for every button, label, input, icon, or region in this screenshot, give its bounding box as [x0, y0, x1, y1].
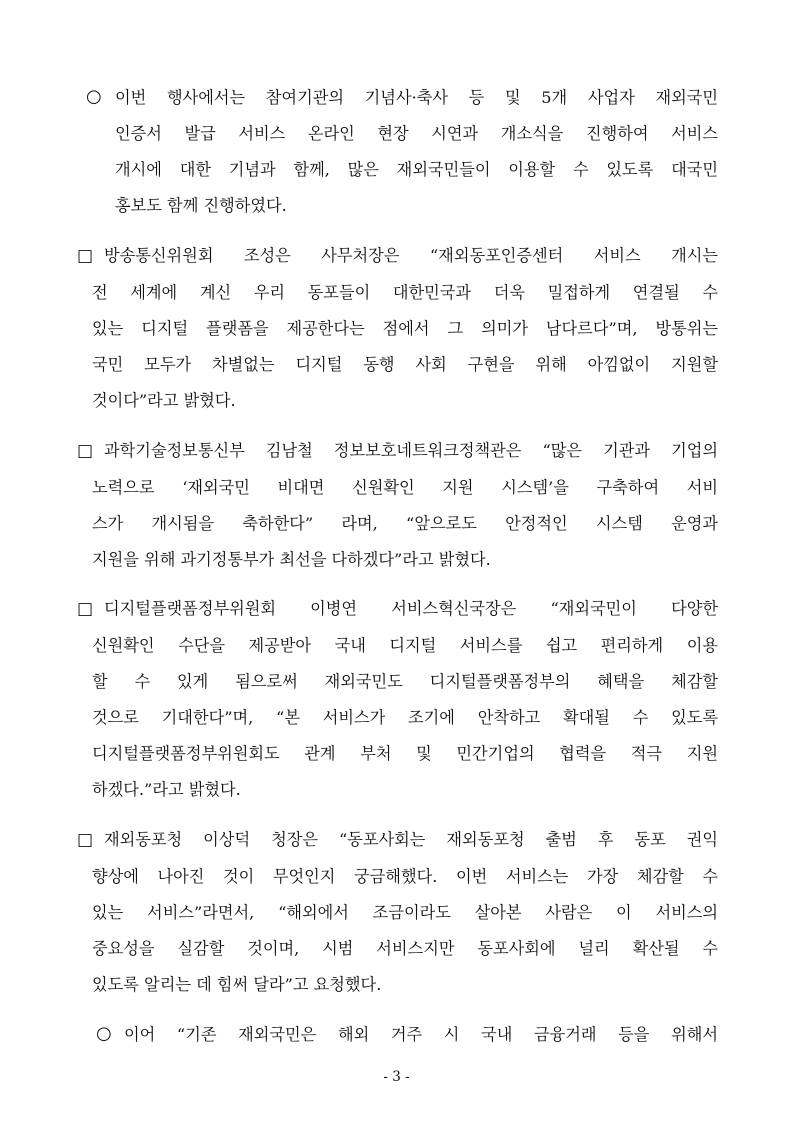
square-bullet-icon: □: [77, 599, 94, 619]
paragraph-line: 향상에 나아진 것이 무엇인지 궁금해했다. 이번 서비스는 가장 체감할 수: [92, 867, 718, 886]
paragraph-line: 인증서 발급 서비스 온라인 현장 시연과 개소식을 진행하여 서비스: [115, 124, 718, 143]
paragraph-line: 홍보도 함께 진행하였다.: [115, 196, 287, 215]
paragraph-line: 할 수 있게 됨으로써 재외국민도 디지털플랫폼정부의 혜택을 체감할: [92, 672, 718, 691]
paragraph-line: 있는 디지털 플랫폼을 제공한다는 점에서 그 의미가 남다르다”며, 방통위는: [92, 319, 718, 338]
paragraph-line: 하겠다.”라고 밝혔다.: [92, 780, 241, 799]
paragraph-line: 것이다”라고 밝혔다.: [92, 391, 236, 410]
square-bullet-icon: □: [77, 246, 94, 266]
circle-bullet-icon: ○: [96, 1023, 112, 1044]
paragraph-line: 재외동포청 이상덕 청장은 “동포사회는 재외동포청 출범 후 동포 권익: [104, 830, 718, 849]
paragraph-line: 전 세계에 계신 우리 동포들이 대한민국과 더욱 밀접하게 연결될 수: [92, 283, 718, 302]
paragraph-line: 이번 행사에서는 참여기관의 기념사·축사 등 및 5개 사업자 재외국민: [115, 88, 718, 107]
square-bullet-icon: □: [77, 830, 94, 850]
paragraph-line: 있는 서비스”라면서, “해외에서 조금이라도 살아본 사람은 이 서비스의: [92, 903, 718, 922]
paragraph-line: 디지털플랫폼정부위원회도 관계 부처 및 민간기업의 협력을 적극 지원: [92, 744, 718, 763]
square-bullet-icon: □: [77, 441, 94, 461]
paragraph-line: 신원확인 수단을 제공받아 국내 디지털 서비스를 쉽고 편리하게 이용: [92, 636, 718, 655]
paragraph-line: 개시에 대한 기념과 함께, 많은 재외국민들이 이용할 수 있도록 대국민: [115, 160, 718, 179]
paragraph-line: 지원을 위해 과기정통부가 최선을 다하겠다”라고 밝혔다.: [92, 550, 491, 569]
paragraph-line: 있도록 알리는 데 힘써 달라”고 요청했다.: [92, 975, 382, 994]
paragraph-line: 이어 “기존 재외국민은 해외 거주 시 국내 금융거래 등을 위해서: [124, 1025, 718, 1044]
paragraph-line: 과학기술정보통신부 김남철 정보보호네트워크정책관은 “많은 기관과 기업의: [104, 441, 718, 460]
paragraph-line: 중요성을 실감할 것이며, 시범 서비스지만 동포사회에 널리 확산될 수: [92, 939, 718, 958]
paragraph-line: 국민 모두가 차별없는 디지털 동행 사회 구현을 위해 아낌없이 지원할: [92, 355, 718, 374]
paragraph-line: 노력으로 ‘재외국민 비대면 신원확인 지원 시스템’을 구축하여 서비: [92, 478, 718, 497]
paragraph-line: 스가 개시됨을 축하한다” 라며, “앞으로도 안정적인 시스템 운영과: [92, 514, 718, 533]
paragraph-line: 디지털플랫폼정부위원회 이병연 서비스혁신국장은 “재외국민이 다양한: [104, 599, 718, 618]
paragraph-line: 방송통신위원회 조성은 사무처장은 “재외동포인증센터 서비스 개시는: [104, 246, 718, 265]
page-number: - 3 -: [383, 1069, 410, 1085]
paragraph-line: 것으로 기대한다”며, “본 서비스가 조기에 안착하고 확대될 수 있도록: [92, 708, 718, 727]
circle-bullet-icon: ○: [86, 86, 102, 107]
